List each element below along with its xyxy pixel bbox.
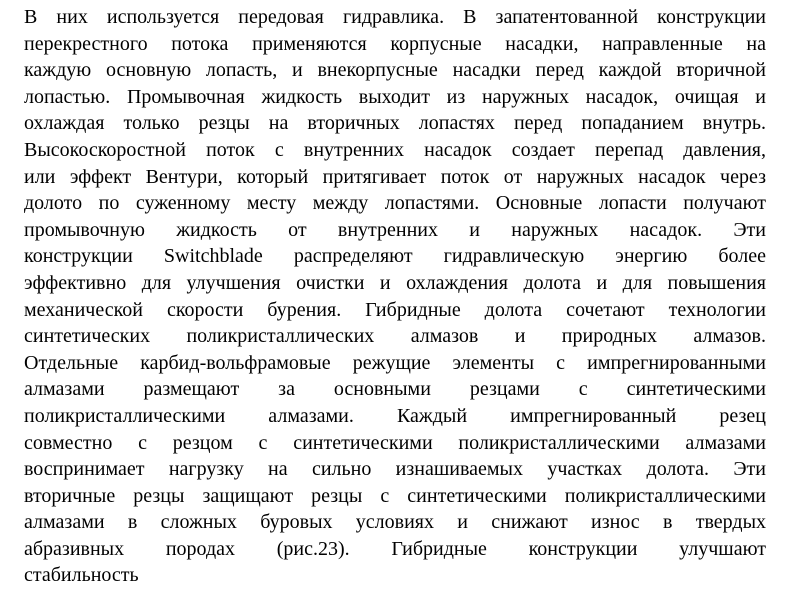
text-line: синтетических поликристаллических алмазов и природных алмазов. — [24, 325, 766, 348]
text-line: Высокоскоростной поток с внутренних насадок создает перепад давления, — [24, 138, 766, 161]
text-line: вторичные резцы защищают резцы с синтетическими поликристаллическими — [24, 484, 766, 507]
text-line: долото по суженному месту между лопастями. Основные лопасти получают — [24, 192, 766, 215]
body-paragraph — [24, 4, 766, 589]
text-line: поликристаллическими алмазами. Каждый импрегнированный резец — [24, 404, 766, 427]
text-line: механической скорости бурения. Гибридные долота сочетают технологии — [24, 298, 766, 321]
text-line: алмазами размещают за основными резцами с синтетическими — [24, 378, 766, 401]
text-line: конструкции Switchblade распределяют гидравлическую энергию более — [24, 245, 766, 268]
text-line: каждую основную лопасть, и внекорпусные насадки перед каждой вторичной — [24, 59, 766, 82]
text-line: охлаждая только резцы на вторичных лопастях перед попаданием внутрь. — [24, 112, 766, 135]
text-line: совместно с резцом с синтетическими поликристаллическими алмазами — [24, 431, 766, 454]
text-line: стабильность — [24, 564, 139, 587]
text-line: алмазами в сложных буровых условиях и снижают износ в твердых — [24, 511, 766, 534]
text-line: перекрестного потока применяются корпусные насадки, направленные на — [24, 32, 766, 55]
text-line: Отдельные карбид-вольфрамовые режущие элементы с импрегнированными — [24, 351, 766, 374]
text-line: абразивных породах (рис.23). Гибридные конструкции улучшают — [24, 537, 766, 560]
text-line: промывочную жидкость от внутренних и наружных насадок. Эти — [24, 218, 766, 241]
text-line: лопастью. Промывочная жидкость выходит из наружных насадок, очищая и — [24, 85, 766, 108]
text-line: эффективно для улучшения очистки и охлаждения долота и для повышения — [24, 271, 766, 294]
text-line: или эффект Вентури, который притягивает поток от наружных насадок через — [24, 165, 766, 188]
text-line: воспринимает нагрузку на сильно изнашиваемых участках долота. Эти — [24, 458, 766, 481]
text-line: В них используется передовая гидравлика. В запатентованной конструкции — [24, 6, 766, 28]
